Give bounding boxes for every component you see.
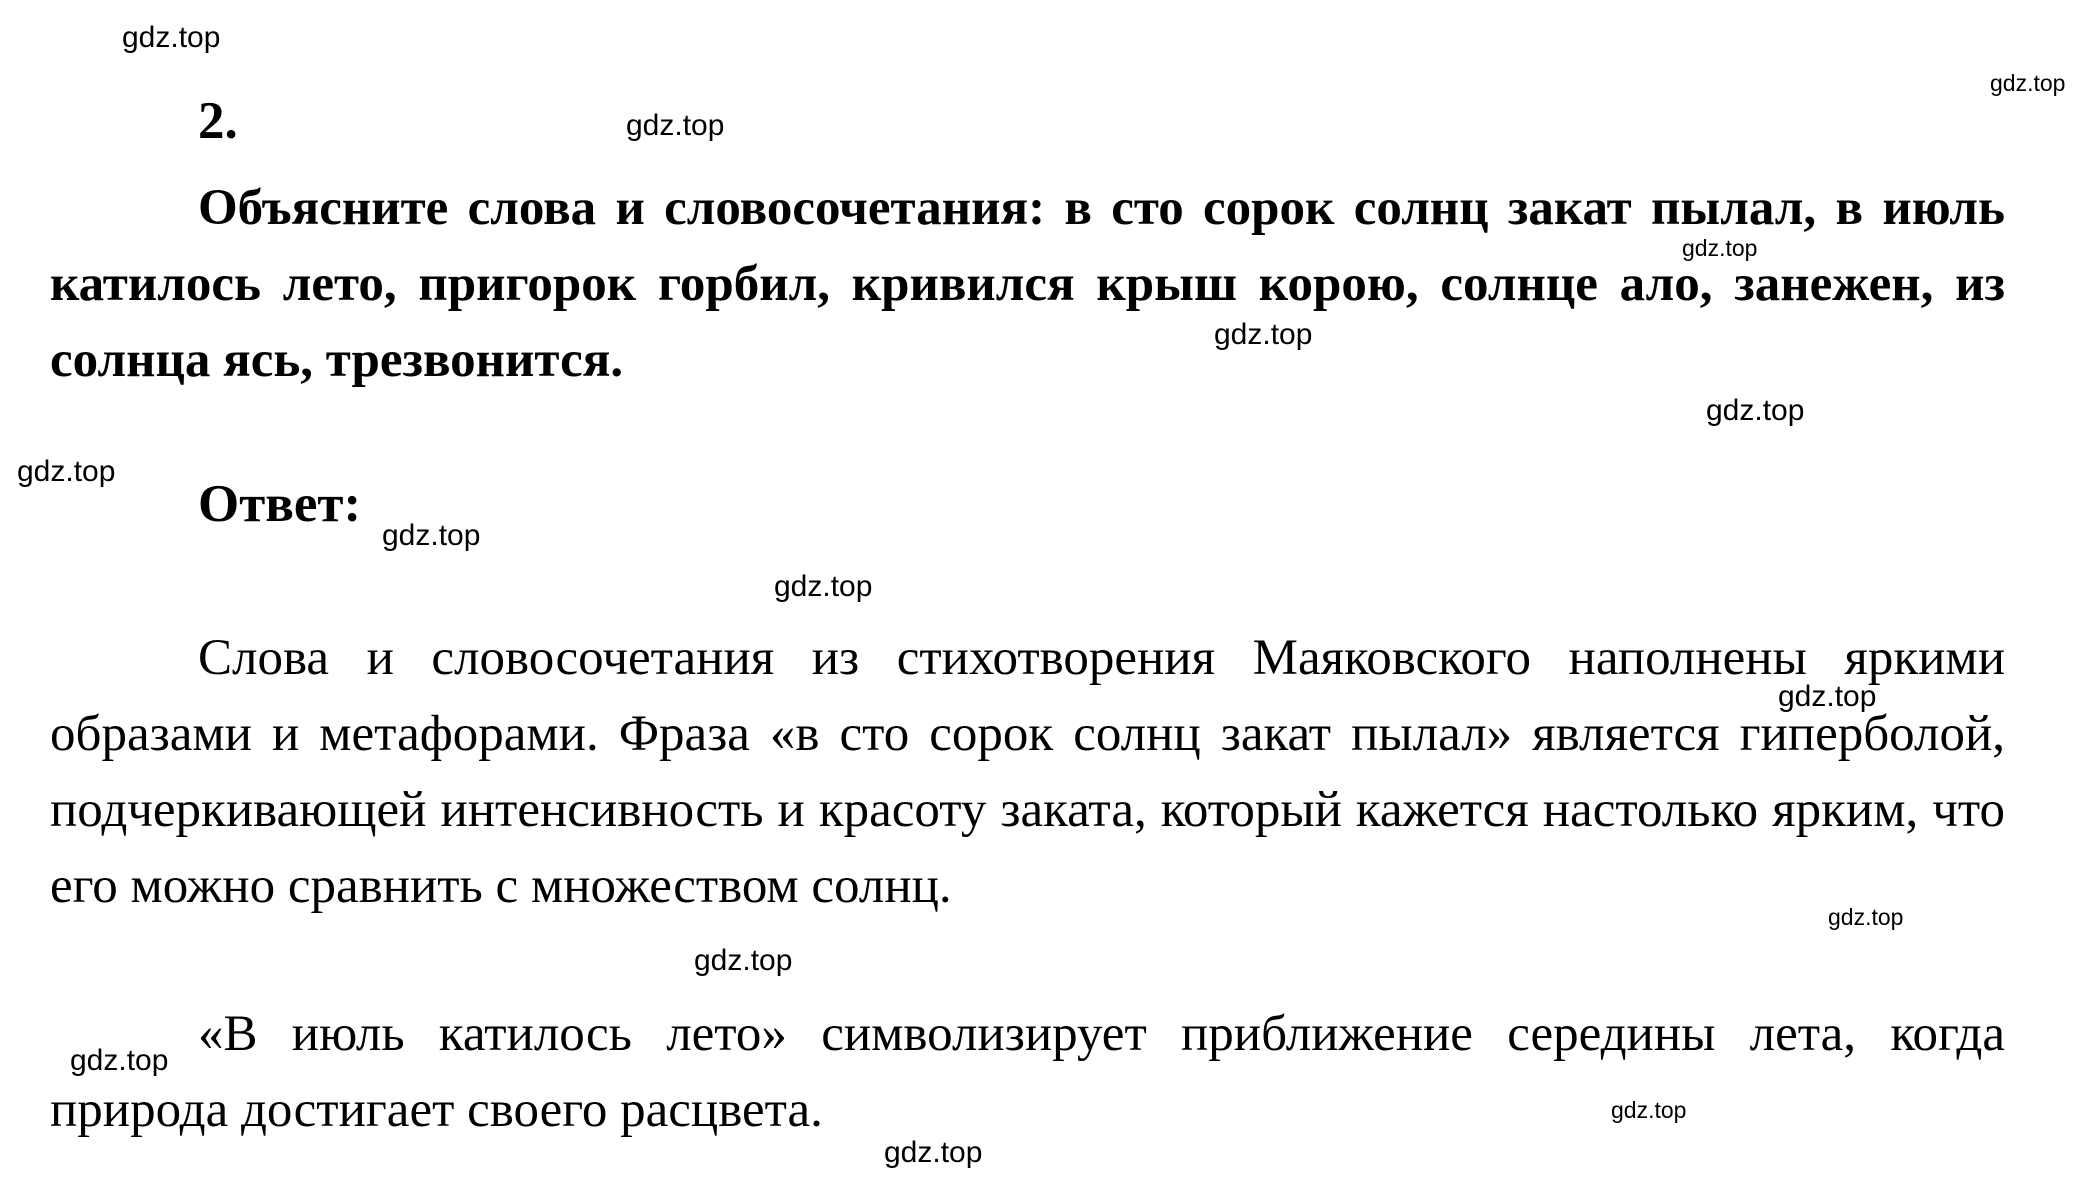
watermark: gdz.top <box>1214 318 1313 351</box>
watermark: gdz.top <box>70 1044 169 1077</box>
watermark: gdz.top <box>1611 1097 1687 1123</box>
watermark: gdz.top <box>1990 70 2066 96</box>
answer-paragraph-2: «В июль катилось лето» символизирует приближение середины лета, когда природа достигает своего расцвета. <box>50 1006 2005 1138</box>
answer-paragraph-1: Слова и словосочетания из стихотворения Маяковского наполнены яркими образами и метафорами. Фраза «в сто сорок солнц закат пылал» является гиперболой, подчеркивающей интенсивность и красоту заката, который кажется настолько ярким, что его можно сравнить с множеством солнц. <box>50 630 2005 914</box>
watermark: gdz.top <box>626 109 725 142</box>
watermark: gdz.top <box>382 519 481 552</box>
task-text: Объясните слова и словосочетания: в сто сорок солнц закат пылал, в июль катилось лето, пригорок горбил, кривился крыш корою, солнце ало, занежен, из солнца ясь, трезвонится. <box>50 180 2005 388</box>
task-number: 2. <box>198 92 238 150</box>
watermark: gdz.top <box>694 944 793 977</box>
watermark: gdz.top <box>774 570 873 603</box>
watermark: gdz.top <box>122 21 221 54</box>
watermark: gdz.top <box>1682 235 1758 261</box>
watermark: gdz.top <box>884 1136 983 1169</box>
watermark: gdz.top <box>1706 394 1805 427</box>
watermark: gdz.top <box>1778 680 1877 713</box>
watermark: gdz.top <box>1828 904 1904 930</box>
watermark: gdz.top <box>17 455 116 488</box>
answer-label: Ответ: <box>198 475 362 533</box>
